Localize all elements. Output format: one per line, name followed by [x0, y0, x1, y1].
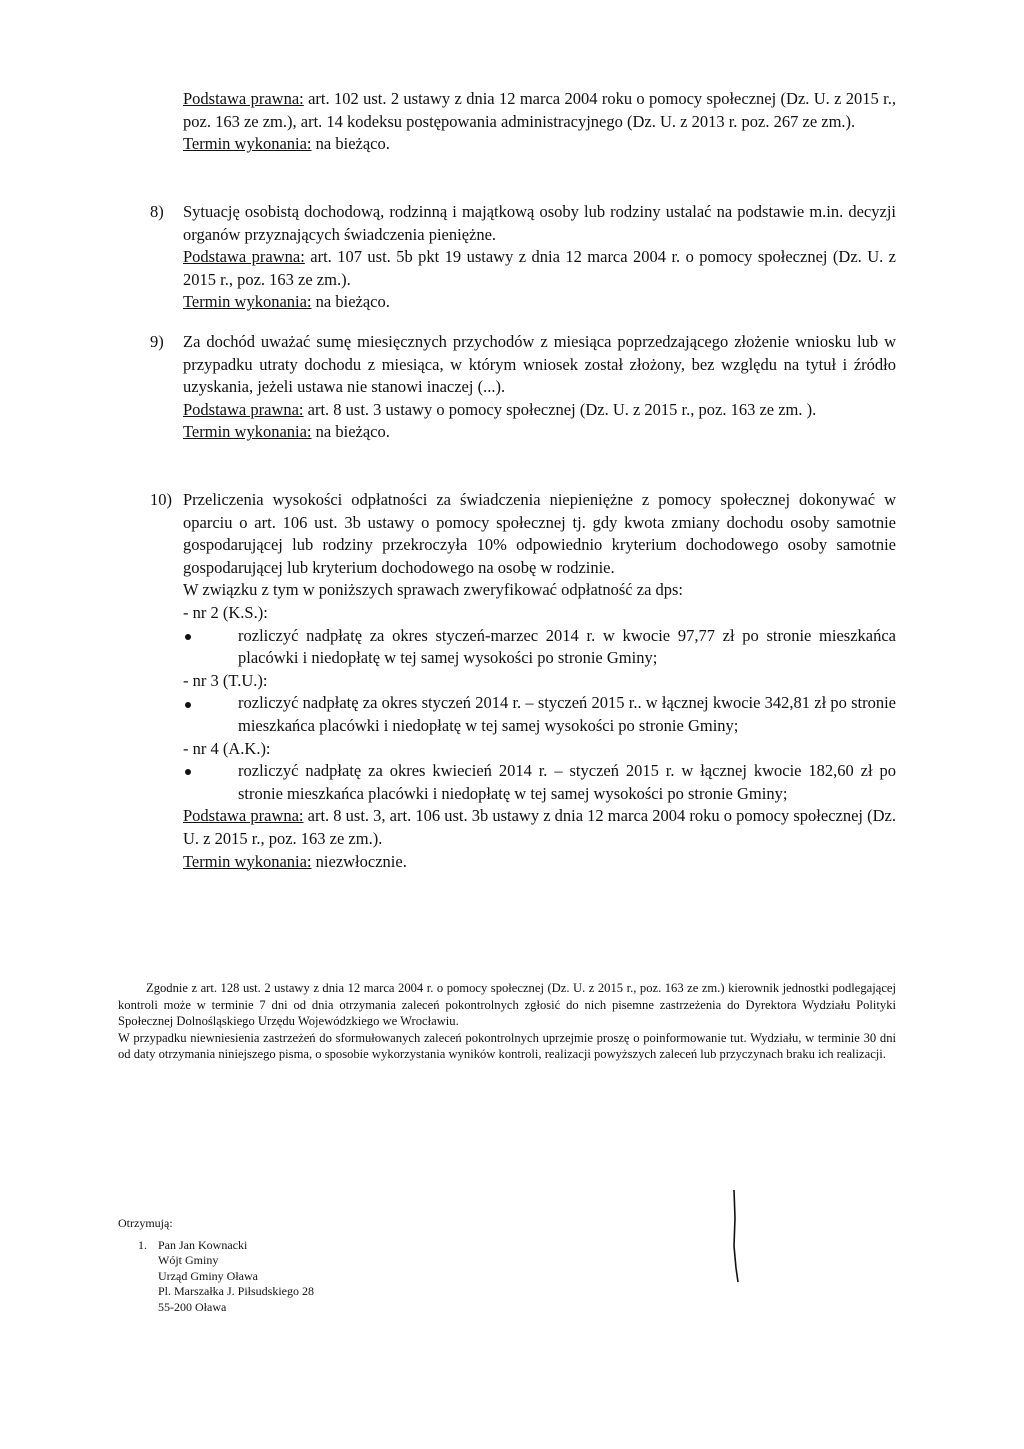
item-9-text: Za dochód uważać sumę miesięcznych przychodów z miesiąca poprzedzającego złożenie wniosku lub w przypadku utraty dochodu z miesiąca, w którym wniosek został złożony, bez względu na tytuł i źródło uzyskania, jeżeli ustawa nie stanowi inaczej (...). [183, 332, 896, 397]
item-9-block [183, 331, 896, 444]
list-item [183, 625, 896, 670]
list-item [183, 760, 896, 805]
notice-paragraph: W przypadku niewniesienia zastrzeżeń do sformułowanych zaleceń pokontrolnych uprzejmie proszę o poinformowanie tut. Wydziału, w terminie 30 dni od daty otrzymania niniejszego pisma, o sposobie wykorzystania wyników kontroli, realizacji powyższych zaleceń lub przyczynach braku ich realizacji. [118, 1030, 896, 1062]
list-item [183, 692, 896, 737]
legal-basis [183, 805, 896, 850]
notice-block [118, 980, 896, 1063]
case-label: - nr 2 (K.S.): [183, 602, 268, 622]
deadline [183, 291, 896, 314]
bullet-icon [183, 625, 238, 670]
case-text: rozliczyć nadpłatę za okres kwiecień 2014 r. – styczeń 2015 r. w łącznej kwocie 182,60 zł po stronie mieszkańca placówki i niedopłatę w tej samej wysokości po stronie Gminy; [238, 761, 896, 803]
deadline-label: Termin wykonania: [183, 134, 312, 154]
deadline [183, 133, 896, 156]
legal-basis-text: art. 8 ust. 3 ustawy o pomocy społecznej (Dz. U. z 2015 r., poz. 163 ze zm. ). [303, 399, 817, 419]
recipient-line: Pan Jan Kownacki [158, 1237, 248, 1252]
legal-basis-label: Podstawa prawna: [183, 806, 304, 826]
legal-basis-text: art. 107 ust. 5b pkt 19 ustawy z dnia 12 marca 2004 r. o pomocy społecznej (Dz. U. z 2015 r., poz. 163 ze zm.). [183, 247, 896, 289]
deadline-text: niezwłocznie. [311, 851, 407, 871]
deadline [183, 851, 896, 874]
recipient-address [158, 1238, 314, 1316]
item-10-block [183, 489, 896, 873]
item-8-block [183, 201, 896, 314]
recipient-item [138, 1238, 314, 1316]
legal-basis-label: Podstawa prawna: [183, 247, 305, 267]
item-8-text: Sytuację osobistą dochodową, rodzinną i majątkową osoby lub rodziny ustalać na podstawie m.in. decyzji organów przyznających świadczenia pieniężne. [183, 202, 896, 244]
legal-basis-label: Podstawa prawna: [183, 89, 304, 108]
recipient-line: Urząd Gminy Oława [158, 1268, 258, 1283]
deadline-label: Termin wykonania: [183, 292, 312, 312]
bullet-icon [183, 692, 238, 737]
recipients-heading: Otrzymują: [118, 1216, 173, 1230]
case-text: rozliczyć nadpłatę za okres styczeń-marzec 2014 r. w kwocie 97,77 zł po stronie mieszkańca placówki i niedopłatę w tej samej wysokości po stronie Gminy; [238, 625, 896, 668]
item-9-number: 9) [150, 332, 164, 351]
legal-basis-text: art. 8 ust. 3, art. 106 ust. 3b ustawy z dnia 12 marca 2004 roku o pomocy społecznej (Dz. U. z 2015 r., poz. 163 ze zm.). [183, 806, 897, 848]
legal-basis-text: art. 102 ust. 2 ustawy z dnia 12 marca 2004 roku o pomocy społecznej (Dz. U. z 2015 r., poz. 163 ze zm.), art. 14 kodeksu postępowania administracyjnego (Dz. U. z 2013 r. poz. 267 ze zm.). [183, 89, 897, 131]
legal-basis [183, 88, 896, 133]
item-10-intro: W związku z tym w poniższych sprawach zweryfikować odpłatność za dps: [183, 580, 684, 600]
bullet-icon [183, 760, 238, 805]
recipient-number: 1. [138, 1237, 147, 1252]
item-8-number: 8) [150, 202, 164, 221]
deadline-text: na bieżąco. [311, 422, 390, 442]
deadline-label: Termin wykonania: [183, 851, 312, 871]
deadline-text: na bieżąco. [311, 134, 390, 154]
legal-basis [183, 399, 896, 422]
recipients-block [118, 1216, 314, 1316]
deadline [183, 421, 896, 444]
legal-basis [183, 246, 896, 291]
top-basis-block [183, 88, 896, 156]
case-text: rozliczyć nadpłatę za okres styczeń 2014 r. – styczeń 2015 r.. w łącznej kwocie 342,81 zł po stronie mieszkańca placówki i niedopłatę w tej samej wysokości po stronie Gminy; [238, 693, 896, 735]
deadline-label: Termin wykonania: [183, 422, 312, 442]
recipient-line: Wójt Gminy [158, 1253, 219, 1268]
notice-paragraph: Zgodnie z art. 128 ust. 2 ustawy z dnia 12 marca 2004 r. o pomocy społecznej (Dz. U. z 2015 r., poz. 163 ze zm.) kierownik jednostki podlegającej kontroli może w terminie 7 dni od dnia otrzymania zaleceń pokontrolnych zgłosić do nich pisemne zastrzeżenia do Dyrektora Wydziału Polityki Społecznej Dolnośląskiego Urzędu Wojewódzkiego we Wrocławiu. [118, 981, 896, 1029]
case-label: - nr 3 (T.U.): [183, 670, 268, 690]
recipient-line: Pl. Marszałka J. Piłsudskiego 28 [158, 1284, 314, 1299]
signature-mark [728, 1188, 748, 1284]
recipient-line: 55-200 Oława [158, 1299, 227, 1314]
legal-basis-label: Podstawa prawna: [183, 399, 304, 419]
item-10-number: 10) [150, 490, 172, 509]
item-10-text: Przeliczenia wysokości odpłatności za świadczenia niepieniężne z pomocy społecznej dokonywać w oparciu o art. 106 ust. 3b ustawy o pomocy społecznej tj. gdy kwota zmiany dochodu osoby samotnie gospodarującej lub rodziny przekroczyła 10% odpowiednio kryterium dochodowego osoby samotnie gospodarującej lub kryterium dochodowego na osobę w rodzinie. [183, 490, 896, 577]
case-label: - nr 4 (A.K.): [183, 738, 271, 758]
deadline-text: na bieżąco. [311, 292, 390, 312]
